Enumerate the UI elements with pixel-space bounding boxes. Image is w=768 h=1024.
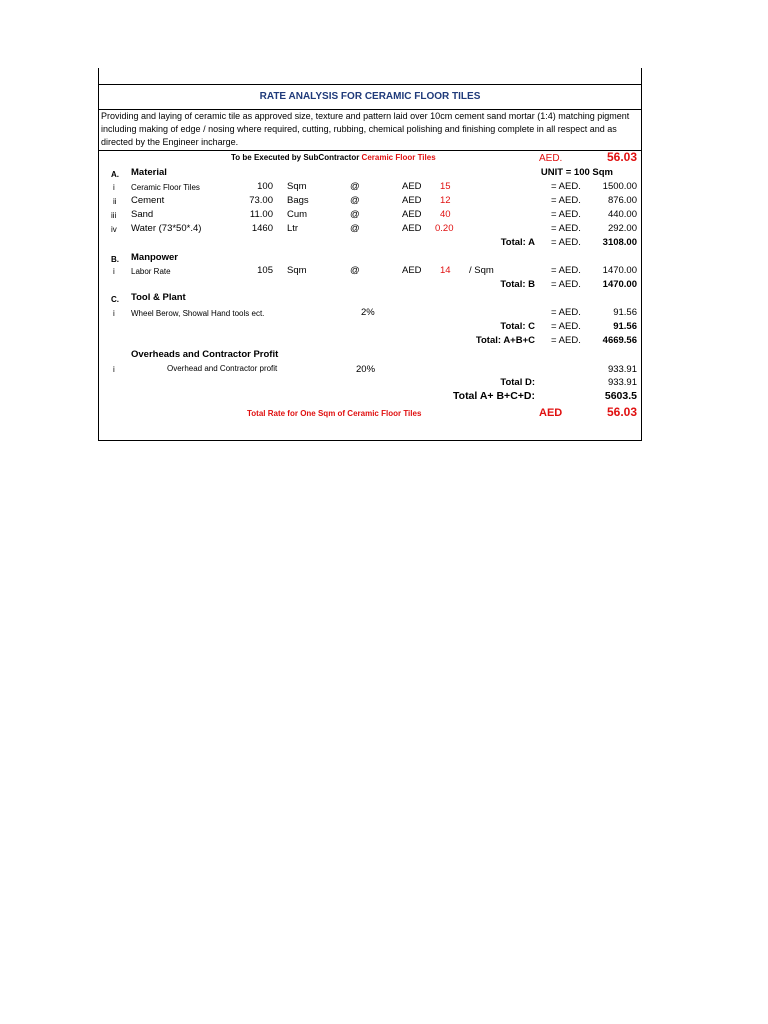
- labor-row-eq: = AED.: [551, 265, 581, 276]
- material-row-3-amount: 440.00: [607, 209, 637, 220]
- material-row-4-eq: = AED.: [551, 223, 581, 234]
- total-abc-amount: 4669.56: [602, 335, 637, 346]
- grand-total-label: Total A+ B+C+D:: [453, 390, 535, 402]
- header-rate-value: 56.03: [606, 150, 637, 164]
- labor-row-name: Labor Rate: [131, 267, 171, 276]
- material-row-1-qty: 100: [257, 181, 273, 192]
- material-row-2-qty: 73.00: [249, 195, 273, 206]
- section-b-title: Manpower: [131, 252, 178, 263]
- material-row-4-qty: 1460: [251, 223, 273, 234]
- footer-value: 56.03: [606, 405, 637, 419]
- material-row-1-name: Ceramic Floor Tiles: [131, 183, 200, 192]
- tools-row-percent: 2%: [361, 307, 375, 318]
- material-row-3-name: Sand: [131, 209, 154, 220]
- material-row-2-name: Cement: [131, 195, 165, 206]
- material-row-3-qty: 11.00: [249, 209, 273, 220]
- labor-row-unit: Sqm: [287, 265, 307, 276]
- rate-analysis-sheet: [98, 68, 642, 441]
- material-row-2-unit: Bags: [287, 195, 309, 206]
- material-row-3-unit: Cum: [287, 209, 308, 220]
- tools-row-amount: 91.56: [613, 307, 637, 318]
- tools-row-name: Wheel Berow, Showal Hand tools ect.: [131, 309, 265, 318]
- executed-by-item: Ceramic Floor Tiles: [361, 153, 436, 162]
- total-c-amount: 91.56: [613, 321, 637, 332]
- material-row-1-unit: Sqm: [287, 181, 307, 192]
- material-row-1-rate: 15: [440, 181, 451, 192]
- sheet-title: RATE ANALYSIS FOR CERAMIC FLOOR TILES: [259, 91, 481, 102]
- material-row-3-no: iii: [111, 211, 117, 220]
- grand-total-amount: 5603.5: [604, 390, 637, 402]
- total-c-eq: = AED.: [551, 321, 581, 332]
- overhead-row-no: i: [113, 365, 115, 374]
- material-row-3-currency: AED: [402, 209, 422, 220]
- material-row-2-rate: 12: [440, 195, 451, 206]
- material-row-3-eq: = AED.: [551, 209, 581, 220]
- total-b-label: Total: B: [500, 279, 535, 290]
- material-row-2-currency: AED: [402, 195, 422, 206]
- section-c-title: Tool & Plant: [131, 292, 186, 303]
- material-row-1-currency: AED: [402, 181, 422, 192]
- labor-row-at: @: [350, 265, 360, 276]
- description-rule: [99, 150, 641, 151]
- header-rate-currency: AED.: [539, 153, 563, 164]
- executed-by-label: To be Executed by SubContractor: [231, 153, 360, 162]
- material-row-4-unit: Ltr: [287, 223, 299, 234]
- material-row-4-rate: 0.20: [435, 223, 454, 234]
- labor-row-per-unit: / Sqm: [469, 265, 494, 276]
- material-row-3-rate: 40: [440, 209, 451, 220]
- total-d-label: Total D:: [500, 377, 535, 388]
- material-row-2-at: @: [350, 195, 360, 206]
- section-b-letter: B.: [111, 255, 119, 264]
- total-b-eq: = AED.: [551, 279, 581, 290]
- material-row-4-at: @: [350, 223, 360, 234]
- labor-row-currency: AED: [402, 265, 422, 276]
- total-b-amount: 1470.00: [602, 279, 637, 290]
- material-row-4-amount: 292.00: [607, 223, 637, 234]
- material-row-1-no: i: [113, 183, 115, 192]
- total-d-amount: 933.91: [607, 377, 637, 388]
- material-row-1-amount: 1500.00: [602, 181, 637, 192]
- labor-row-qty: 105: [257, 265, 273, 276]
- unit-label: UNIT = 100 Sqm: [540, 167, 613, 178]
- material-row-4-no: iv: [111, 225, 117, 234]
- footer-currency: AED: [539, 407, 563, 419]
- material-row-1-at: @: [350, 181, 360, 192]
- material-row-1-eq: = AED.: [551, 181, 581, 192]
- material-row-4-name: Water (73*50*.4): [131, 223, 202, 234]
- total-abc-eq: = AED.: [551, 335, 581, 346]
- material-row-3-at: @: [350, 209, 360, 220]
- total-a-amount: 3108.00: [602, 237, 637, 248]
- material-row-2-no: ii: [113, 197, 117, 206]
- section-d-title: Overheads and Contractor Profit: [131, 349, 279, 360]
- material-row-4-currency: AED: [402, 223, 422, 234]
- labor-row-no: i: [113, 267, 115, 276]
- section-a-title: Material: [131, 167, 167, 178]
- total-a-eq: = AED.: [551, 237, 581, 248]
- total-a-label: Total: A: [500, 237, 535, 248]
- footer-label: Total Rate for One Sqm of Ceramic Floor Tiles: [247, 409, 422, 418]
- overhead-row-amount: 933.91: [607, 364, 637, 375]
- labor-row-rate: 14: [440, 265, 451, 276]
- work-description: Providing and laying of ceramic tile as approved size, texture and pattern laid over 10cm cement sand mortar (1:4) matching pigment including making of edge / nosing where required, cutting, rubbing, chemical polishing and finishing complete in all respect and as directed by the Engineer incharge.: [101, 111, 630, 147]
- overhead-row-percent: 20%: [356, 364, 376, 375]
- overhead-row-name: Overhead and Contractor profit: [167, 364, 278, 373]
- executed-by-line: [231, 152, 436, 164]
- top-rule: [99, 84, 641, 85]
- total-abc-label: Total: A+B+C: [475, 335, 535, 346]
- tools-row-eq: = AED.: [551, 307, 581, 318]
- total-c-label: Total: C: [500, 321, 535, 332]
- section-c-letter: C.: [111, 295, 119, 304]
- material-row-2-amount: 876.00: [607, 195, 637, 206]
- tools-row-no: i: [113, 309, 115, 318]
- labor-row-amount: 1470.00: [602, 265, 637, 276]
- material-row-2-eq: = AED.: [551, 195, 581, 206]
- section-a-letter: A.: [111, 170, 119, 179]
